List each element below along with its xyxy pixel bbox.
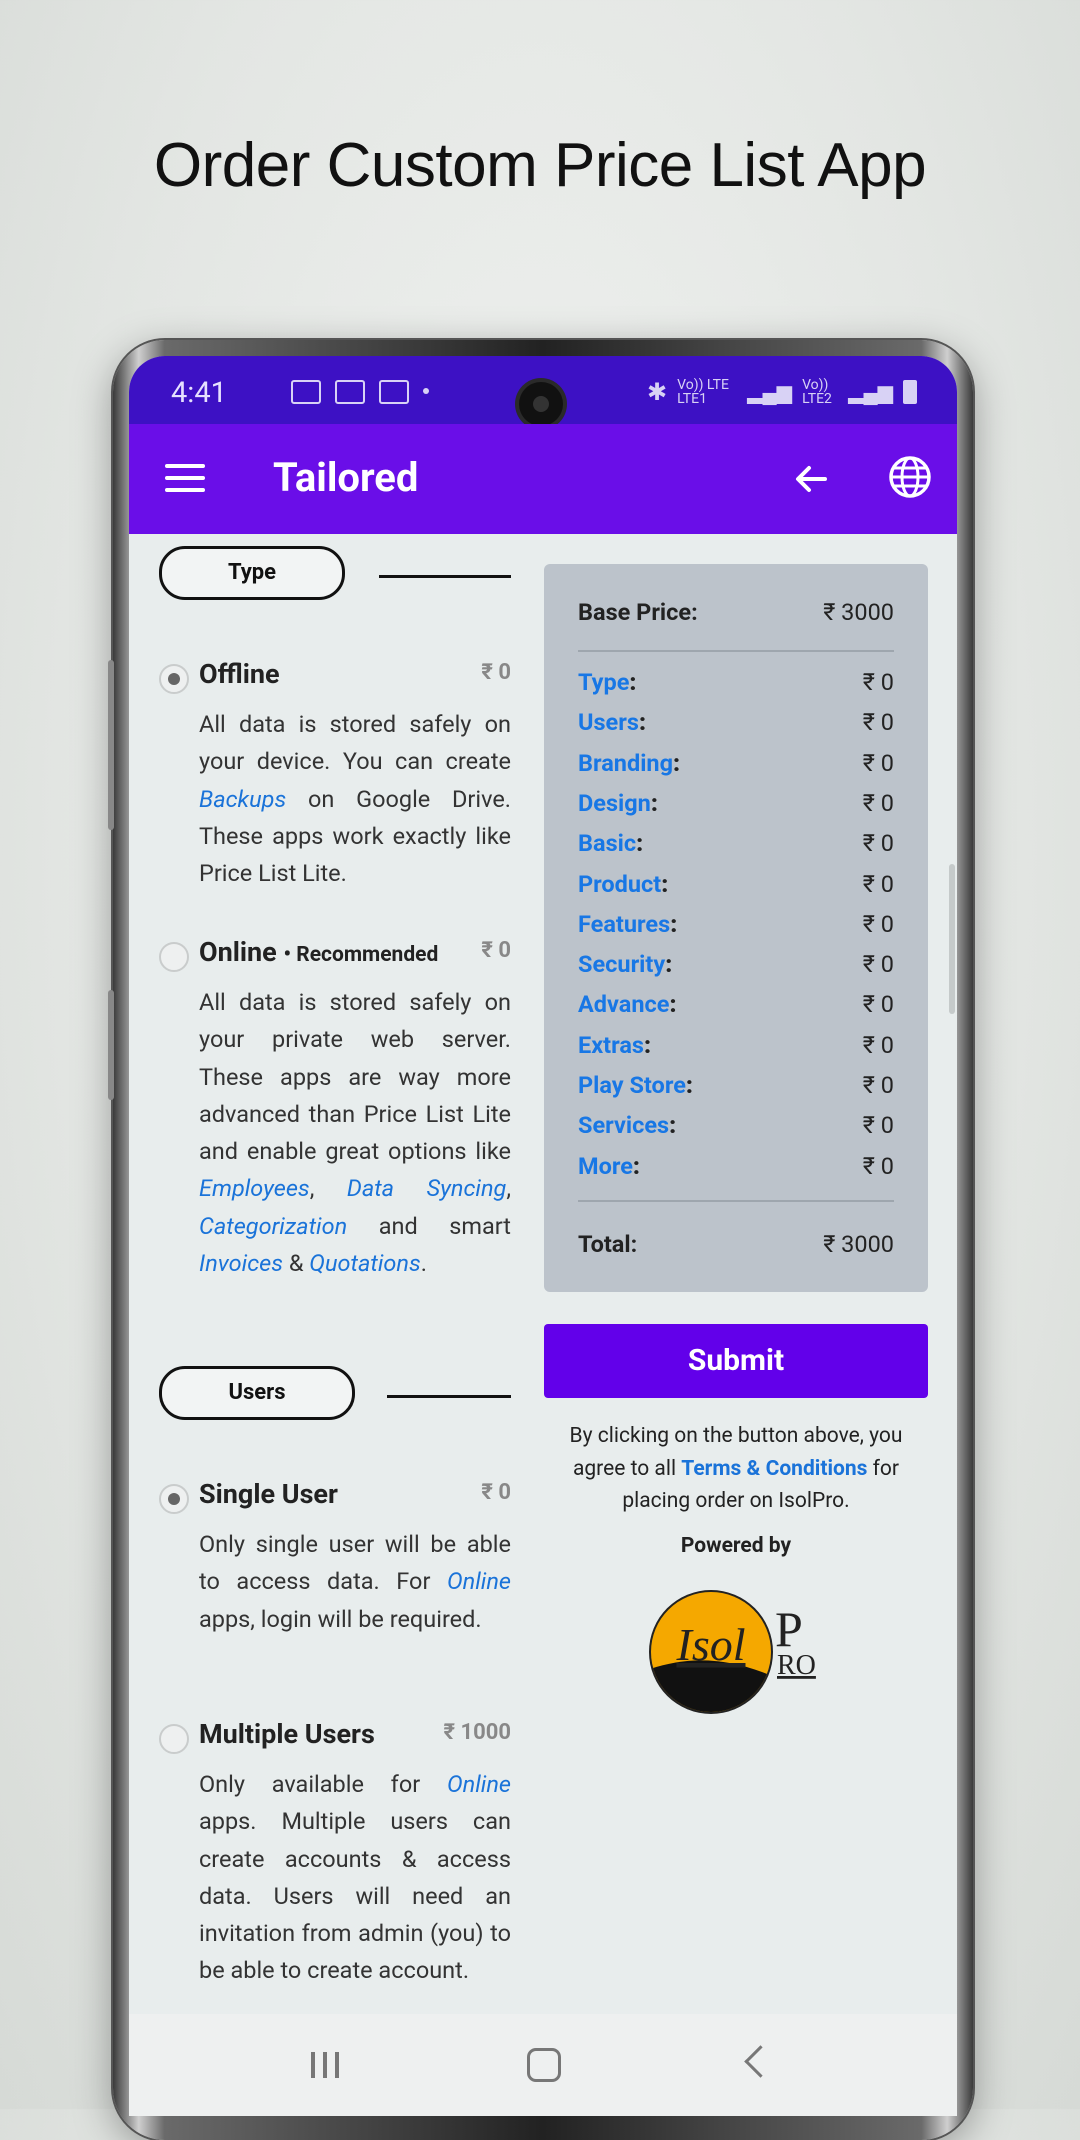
total-row — [578, 1224, 894, 1264]
radio-single-user[interactable] — [159, 1484, 189, 1514]
status-right-icons — [647, 378, 917, 406]
section-pill-users: Users — [159, 1366, 355, 1420]
phone-side-button — [108, 660, 114, 830]
price-row-value: ₹ 0 — [862, 950, 894, 979]
laptop-icon — [291, 380, 321, 404]
price-row-value: ₹ 0 — [862, 1030, 894, 1059]
price-row-value: ₹ 0 — [862, 748, 894, 777]
section-pill-type: Type — [159, 546, 345, 600]
price-row-label[interactable]: Services: — [578, 1111, 677, 1140]
price-row-users — [578, 702, 894, 742]
price-row-value: ₹ 0 — [862, 829, 894, 858]
scrollbar[interactable] — [949, 864, 955, 1014]
price-row-label[interactable]: Features: — [578, 909, 678, 938]
option-desc-single-user: Only single user will be able to access data. For Online apps, login will be required. — [199, 1530, 511, 1633]
price-row-more — [578, 1146, 894, 1186]
image-icon — [335, 380, 365, 404]
app-title: Tailored — [273, 454, 419, 501]
price-row-branding — [578, 743, 894, 783]
notification-icons — [241, 380, 429, 404]
price-row-advance — [578, 984, 894, 1024]
phone-screen — [129, 356, 957, 2116]
price-row-label[interactable]: More: — [578, 1151, 640, 1180]
price-row-value: ₹ 0 — [862, 909, 894, 938]
radio-online[interactable] — [159, 942, 189, 972]
signal-label-2: Vo)) LTE2 — [802, 377, 832, 407]
isolpro-logo — [647, 1586, 827, 1726]
promo-headline: Order Custom Price List App — [153, 131, 927, 200]
section-divider — [387, 1395, 511, 1398]
option-title-online: Online • Recommended — [199, 936, 439, 968]
option-price-online: ₹ 0 — [481, 938, 511, 963]
option-title-single-user: Single User — [199, 1478, 338, 1510]
order-content — [129, 534, 957, 2014]
menu-icon[interactable] — [165, 464, 205, 492]
price-row-label[interactable]: Play Store: — [578, 1071, 693, 1099]
base-price-value: ₹ 3000 — [823, 598, 894, 626]
terms-link[interactable]: Terms & Conditions — [681, 1456, 868, 1481]
card-divider — [578, 650, 894, 652]
section-divider — [379, 575, 511, 578]
home-icon[interactable] — [527, 2048, 561, 2082]
signal-icon: ▂▄▆ — [747, 380, 793, 404]
price-row-value: ₹ 0 — [862, 990, 894, 1019]
globe-icon[interactable] — [887, 454, 933, 500]
total-label: Total: — [578, 1230, 638, 1258]
price-row-basic — [578, 823, 894, 863]
data-syncing-link[interactable]: Data Syncing — [346, 1174, 507, 1203]
price-row-value: ₹ 0 — [862, 1151, 894, 1180]
online-link[interactable]: Online — [446, 1770, 511, 1798]
price-row-label[interactable]: Product: — [578, 869, 669, 898]
price-row-play-store — [578, 1065, 894, 1105]
contact-icon — [379, 380, 409, 404]
recommended-tag: • Recommended — [283, 943, 439, 967]
card-divider — [578, 1200, 894, 1202]
price-row-value: ₹ 0 — [862, 668, 894, 696]
svg-text:RO: RO — [777, 1650, 816, 1681]
option-desc-online: All data is stored safely on your private web server. These apps are way more advanced than Price List Lite and enable great options like Employees, Data Syncing, Categorization and smart Invoices & Quotations. — [199, 988, 511, 1278]
bluetooth-icon: ✱ — [647, 378, 668, 406]
price-summary-card — [544, 564, 928, 1292]
status-time: 4:41 — [171, 376, 227, 410]
price-row-value: ₹ 0 — [862, 1071, 894, 1099]
price-row-product — [578, 864, 894, 904]
price-row-security — [578, 944, 894, 984]
svg-text:P: P — [775, 1601, 803, 1657]
signal-icon: ▂▄▆ — [848, 380, 893, 404]
invoices-link[interactable]: Invoices — [199, 1249, 283, 1278]
price-row-design — [578, 783, 894, 823]
powered-by-label: Powered by — [680, 1534, 792, 1558]
option-price-multiple-users: ₹ 1000 — [443, 1720, 511, 1745]
radio-offline[interactable] — [159, 664, 189, 694]
dot-icon — [423, 388, 429, 394]
categorization-link[interactable]: Categorization — [199, 1211, 348, 1240]
svg-text:Isol: Isol — [676, 1619, 746, 1670]
price-row-label[interactable]: Type: — [578, 668, 637, 696]
quotations-link[interactable]: Quotations — [309, 1249, 421, 1278]
price-row-services — [578, 1105, 894, 1145]
price-row-type — [578, 662, 894, 702]
base-price-row — [578, 592, 894, 632]
price-row-value: ₹ 0 — [862, 869, 894, 898]
radio-multiple-users[interactable] — [159, 1724, 189, 1754]
option-title-offline: Offline — [199, 658, 280, 690]
option-desc-multiple-users: Only available for Online apps. Multiple users can create accounts & access data. Users will need an invitation from admin (you) to be able to create account. — [199, 1770, 511, 1985]
price-row-value: ₹ 0 — [862, 1111, 894, 1140]
price-row-features — [578, 904, 894, 944]
price-row-value: ₹ 0 — [862, 708, 894, 737]
signal-label-1: Vo)) LTE LTE1 — [677, 377, 729, 407]
option-desc-offline: All data is stored safely on your device. You can create Backups on Google Drive. These apps work exactly like Price List Lite. — [199, 710, 511, 888]
price-row-label[interactable]: Branding: — [578, 748, 681, 777]
price-row-label[interactable]: Basic: — [578, 829, 644, 858]
price-row-label[interactable]: Users: — [578, 708, 646, 737]
price-row-label[interactable]: Extras: — [578, 1030, 652, 1059]
backups-link[interactable]: Backups — [199, 784, 287, 813]
phone-side-button — [108, 990, 114, 1100]
back-nav-icon[interactable] — [744, 2045, 777, 2078]
recents-icon[interactable] — [311, 2052, 341, 2078]
back-arrow-icon[interactable] — [789, 456, 835, 502]
system-nav-bar — [129, 2014, 957, 2116]
terms-text: By clicking on the button above, you agree to all Terms & Conditions for placing order on IsolPro. — [569, 1424, 903, 1513]
status-bar — [129, 356, 957, 424]
price-row-label[interactable]: Design: — [578, 788, 658, 817]
app-bar — [129, 424, 957, 534]
price-row-label[interactable]: Advance: — [578, 990, 677, 1019]
online-link[interactable]: Online — [446, 1567, 511, 1596]
option-price-offline: ₹ 0 — [481, 660, 511, 685]
price-row-value: ₹ 0 — [862, 788, 894, 817]
option-price-single-user: ₹ 0 — [481, 1480, 511, 1505]
price-row-extras — [578, 1025, 894, 1065]
battery-icon — [903, 380, 917, 404]
total-value: ₹ 3000 — [823, 1230, 894, 1258]
option-title-multiple-users: Multiple Users — [199, 1718, 375, 1750]
submit-button[interactable]: Submit — [544, 1324, 928, 1398]
price-row-label[interactable]: Security: — [578, 950, 673, 979]
front-camera — [519, 382, 563, 426]
employees-link[interactable]: Employees — [199, 1174, 310, 1203]
base-price-label: Base Price: — [578, 598, 698, 626]
